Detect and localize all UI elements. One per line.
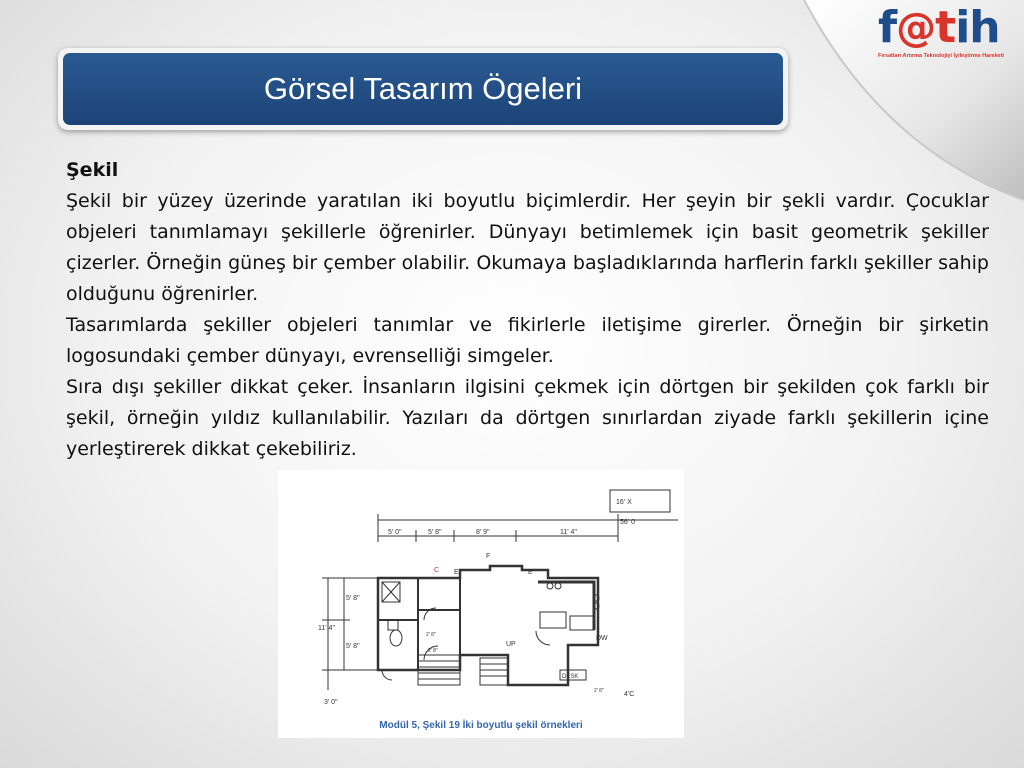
figure-label-28c: 2' 8" <box>594 688 604 694</box>
figure-label-top-right: 16' X <box>616 499 632 506</box>
paragraph-3: Sıra dışı şekiller dikkat çeker. İnsanların ilgisini çekmek için dörtgen bir şekilden çok farklı bir şekil, örneğin yıldız kullanılabilir. Yazıları da dörtgen sınırlardan ziyade farklı şekillerin içine yerleştirerek dikkat çekebiliriz. <box>66 376 989 460</box>
figure-dim-bottom: 3' 0" <box>324 699 338 706</box>
figure-label-desk: DESK <box>562 674 579 680</box>
figure-dim-total: 56' 0 <box>620 519 635 526</box>
title-frame <box>58 48 788 130</box>
logo-subtitle: Fırsatları Artırma Teknolojiyi İyileştirme Hareketi <box>878 53 1004 59</box>
fatih-logo <box>878 2 1018 64</box>
floor-plan-figure <box>278 470 684 738</box>
figure-dim-left-c: 5' 8" <box>346 643 360 650</box>
figure-dim-left-b: 11' 4" <box>318 625 335 632</box>
figure-label-e1: E <box>454 569 459 576</box>
figure-dim-b: 5' 8" <box>428 529 442 536</box>
slide-title: Görsel Tasarım Ögeleri <box>263 71 583 106</box>
logo-at-sign: @ <box>896 5 936 51</box>
figure-label-4c: 4'C <box>624 691 635 698</box>
logo-letter-f: f <box>878 2 897 53</box>
logo-letter-t: t <box>935 2 956 53</box>
figure-dim-a: 5' 0" <box>388 529 402 536</box>
figure-caption: Modül 5, Şekil 19 İki boyutlu şekil örnekleri <box>379 720 583 731</box>
paragraph-2: Tasarımlarda şekiller objeleri tanımlar ve fikirlerle iletişime girerler. Örneğin bir şirketin logosundaki çember dünyayı, evrenselliği simgeler. <box>66 314 989 367</box>
figure-label-dw: DW <box>596 635 608 642</box>
figure-label-28b: 2' 8" <box>428 648 438 654</box>
figure-label-f: F <box>486 553 491 560</box>
figure-label-c: C <box>434 567 440 574</box>
title-box <box>63 53 783 125</box>
figure-dim-d: 11' 4" <box>560 529 577 536</box>
figure-label-up: UP <box>506 641 516 648</box>
figure-dim-left-a: 5' 8" <box>346 595 360 602</box>
logo-letters-ih: ih <box>955 2 1000 53</box>
paragraph-1: Şekil bir yüzey üzerinde yaratılan iki boyutlu biçimlerdir. Her şeyin bir şekli vardır. Çocuklar objeleri tanımlamayı şekillerle öğrenirler. Dünyayı betimlemek için basit geometrik şekiller çizerler. Örneğin güneş bir çember olabilir. Okumaya başladıklarında harflerin farklı şekiller sahip olduğunu öğrenirler. <box>66 190 989 305</box>
section-heading: Şekil <box>66 159 119 181</box>
figure-label-e2: E <box>528 569 533 576</box>
figure-dim-c: 8' 9" <box>476 529 490 536</box>
figure-label-28a: 2' 8" <box>426 632 436 638</box>
slide-content <box>66 155 989 465</box>
floor-plan-drawing <box>278 470 684 720</box>
